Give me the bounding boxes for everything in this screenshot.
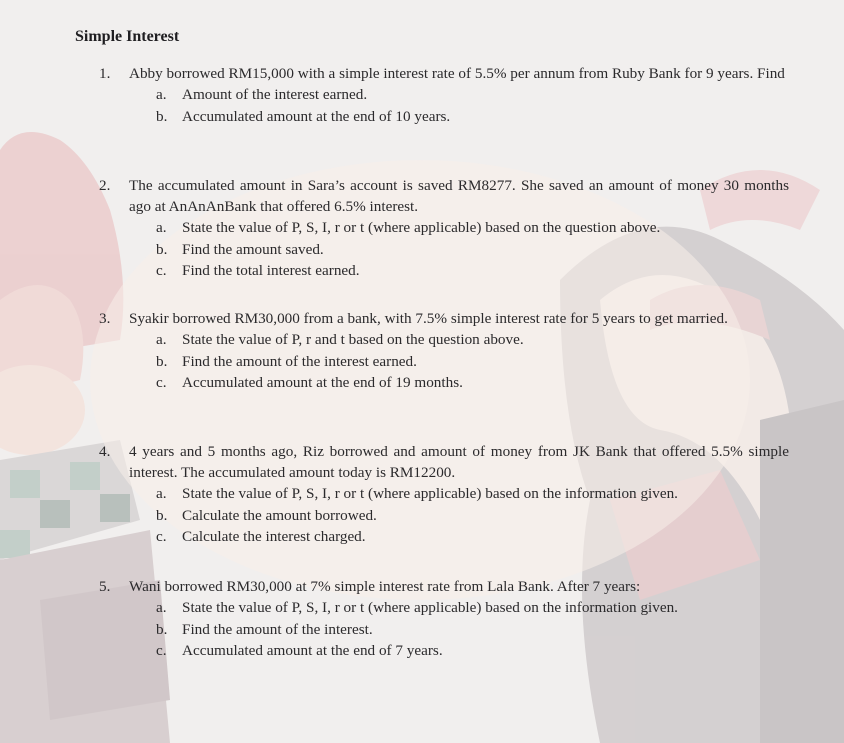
sub-questions [156, 217, 789, 282]
sub-question [156, 351, 789, 373]
question-text: 4 years and 5 months ago, Riz borrowed and amount of money from JK Bank that offered 5.5% simple interest. The accumulated amount today is RM12200. [129, 443, 789, 481]
sub-text: Find the total interest earned. [182, 262, 360, 279]
question-4 [99, 441, 789, 548]
question-text: Syakir borrowed RM30,000 from a bank, with 7.5% simple interest rate for 5 years to get married. [129, 310, 728, 327]
sub-letter: c. [156, 642, 167, 659]
sub-letter: b. [156, 506, 168, 524]
question-5 [99, 576, 789, 662]
sub-question [156, 260, 789, 282]
page-title: Simple Interest [75, 28, 180, 45]
sub-question [156, 619, 789, 641]
sub-questions [156, 483, 789, 548]
sub-questions [156, 329, 789, 394]
sub-text: State the value of P, r and t based on the question above. [182, 331, 524, 348]
question-2 [99, 175, 789, 282]
sub-question [156, 84, 789, 106]
sub-text: Accumulated amount at the end of 19 months. [182, 374, 463, 391]
sub-questions [156, 84, 789, 127]
sub-question [156, 239, 789, 261]
sub-question [156, 372, 789, 394]
question-number: 5. [99, 578, 111, 595]
sub-text: Calculate the amount borrowed. [182, 506, 377, 524]
sub-text: Calculate the interest charged. [182, 528, 366, 545]
sub-text: State the value of P, S, I, r or t (where applicable) based on the information given. [182, 485, 678, 502]
sub-text: State the value of P, S, I, r or t (where applicable) based on the question above. [182, 219, 661, 236]
sub-letter: b. [156, 352, 168, 370]
sub-letter: a. [156, 219, 167, 236]
question-1 [99, 63, 789, 127]
sub-question [156, 597, 789, 619]
question-number: 2. [99, 177, 111, 194]
question-text: Wani borrowed RM30,000 at 7% simple interest rate from Lala Bank. After 7 years: [129, 578, 641, 595]
sub-text: Accumulated amount at the end of 7 years. [182, 642, 443, 659]
question-number: 4. [99, 443, 111, 460]
question-number: 3. [99, 310, 111, 327]
sub-text: Find the amount saved. [182, 240, 324, 258]
sub-text: Amount of the interest earned. [182, 86, 368, 103]
sub-letter: b. [156, 107, 168, 125]
sub-letter: c. [156, 528, 167, 545]
sub-letter: b. [156, 620, 168, 638]
question-3 [99, 308, 789, 394]
question-text: The accumulated amount in Sara’s account is saved RM8277. She saved an amount of money 30 months ago at AnAnAnBank that offered 6.5% interest. [129, 177, 789, 215]
sub-question [156, 329, 789, 351]
sub-letter: a. [156, 485, 167, 502]
sub-question [156, 526, 789, 548]
sub-letter: a. [156, 331, 167, 348]
sub-letter: a. [156, 599, 167, 616]
sub-question [156, 106, 789, 128]
sub-question [156, 483, 789, 505]
sub-text: Find the amount of the interest. [182, 620, 373, 638]
sub-question [156, 505, 789, 527]
question-number: 1. [99, 65, 111, 82]
sub-text: State the value of P, S, I, r or t (where applicable) based on the information given. [182, 599, 678, 616]
sub-question [156, 217, 789, 239]
sub-letter: a. [156, 86, 167, 103]
question-text: Abby borrowed RM15,000 with a simple interest rate of 5.5% per annum from Ruby Bank for 9 years. Find [129, 65, 785, 82]
sub-question [156, 640, 789, 662]
sub-text: Find the amount of the interest earned. [182, 352, 417, 370]
sub-letter: c. [156, 374, 167, 391]
sub-text: Accumulated amount at the end of 10 years. [182, 107, 451, 125]
sub-questions [156, 597, 789, 662]
sub-letter: b. [156, 240, 168, 258]
sub-letter: c. [156, 262, 167, 279]
